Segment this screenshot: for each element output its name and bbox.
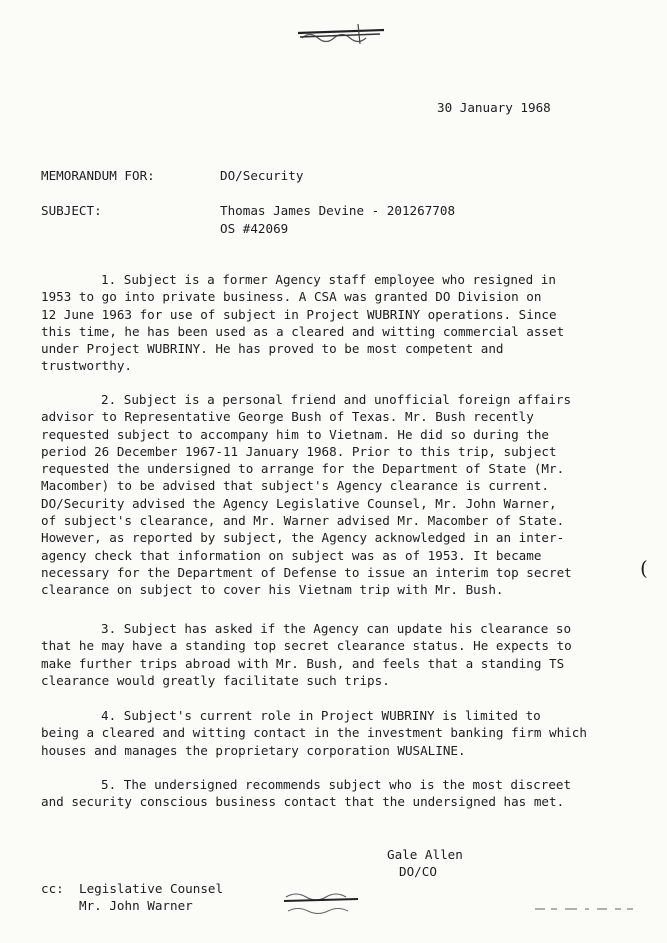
paragraph-line: houses and manages the proprietary corporation WUSALINE.: [41, 742, 466, 758]
paragraph-line: necessary for the Department of Defense to issue an interim top secret: [41, 564, 572, 580]
cc-recipient-1: Legislative Counsel: [79, 881, 224, 896]
paragraph-line: DO/Security advised the Agency Legislative Counsel, Mr. John Warner,: [41, 495, 557, 511]
paragraph-line: 3. Subject has asked if the Agency can update his clearance so: [101, 621, 572, 636]
struck-classification-stamp: [296, 18, 386, 52]
paragraph-line: agency check that information on subject was as of 1953. It became: [41, 547, 542, 563]
paragraph-line: Macomber) to be advised that subject's Agency clearance is current.: [41, 478, 549, 494]
memo-date: 30 January 1968: [437, 100, 551, 115]
paragraph-line: this time, he has been used as a cleared and witting commercial asset: [41, 323, 565, 339]
paragraph-line: However, as reported by subject, the Agency acknowledged in an inter-: [41, 530, 565, 546]
paragraph-line: 1. Subject is a former Agency staff employee who resigned in: [101, 272, 556, 287]
margin-bracket-mark: (: [640, 556, 648, 580]
paragraph-3: [41, 620, 572, 689]
paragraph-line: advisor to Representative George Bush of Texas. Mr. Bush recently: [41, 409, 534, 425]
paragraph-line: requested the undersigned to arrange for the Department of State (Mr.: [41, 461, 565, 477]
paragraph-line: 4. Subject's current role in Project WUBRINY is limited to: [101, 708, 541, 723]
paragraph-line: period 26 December 1967-11 January 1968. Prior to this trip, subject: [41, 443, 557, 459]
paragraph-line: of subject's clearance, and Mr. Warner advised Mr. Macomber of State.: [41, 513, 565, 529]
paragraph-4: [41, 707, 587, 759]
paragraph-line: 5. The undersigned recommends subject who is the most discreet: [101, 777, 572, 792]
scan-artifact-dots: [535, 905, 635, 916]
paragraph-1: [41, 271, 564, 375]
paragraph-line: trustworthy.: [41, 358, 132, 374]
signature-name: Gale Allen: [387, 847, 463, 862]
paragraph-line: clearance on subject to cover his Vietnam trip with Mr. Bush.: [41, 582, 504, 598]
memo-for-label: MEMORANDUM FOR:: [41, 168, 155, 183]
subject-label: SUBJECT:: [41, 203, 102, 218]
paragraph-5: [41, 776, 571, 811]
paragraph-line: being a cleared and witting contact in the investment banking firm which: [41, 725, 587, 741]
paragraph-line: and security conscious business contact that the undersigned has met.: [41, 794, 565, 810]
paragraph-line: clearance would greatly facilitate such trips.: [41, 672, 390, 688]
paragraph-line: 1953 to go into private business. A CSA was granted DO Division on: [41, 289, 542, 305]
signature-title: DO/CO: [399, 864, 437, 879]
struck-bottom-stamp: [282, 887, 362, 923]
cc-recipient-2: Mr. John Warner: [79, 898, 193, 913]
memo-for-recipient: DO/Security: [220, 168, 304, 183]
paragraph-line: 12 June 1963 for use of subject in Project WUBRINY operations. Since: [41, 306, 557, 322]
paragraph-line: 2. Subject is a personal friend and unofficial foreign affairs: [101, 392, 572, 407]
subject-line-1: Thomas James Devine - 201267708: [220, 203, 456, 218]
paragraph-line: that he may have a standing top secret clearance status. He expects to: [41, 638, 572, 654]
paragraph-line: under Project WUBRINY. He has proved to be most competent and: [41, 341, 504, 357]
paragraph-line: make further trips abroad with Mr. Bush, and feels that a standing TS: [41, 655, 565, 671]
paragraph-line: requested subject to accompany him to Vietnam. He did so during the: [41, 426, 549, 442]
paragraph-2: [41, 391, 572, 599]
subject-line-2: OS #42069: [220, 221, 289, 236]
cc-label: cc:: [41, 881, 64, 896]
